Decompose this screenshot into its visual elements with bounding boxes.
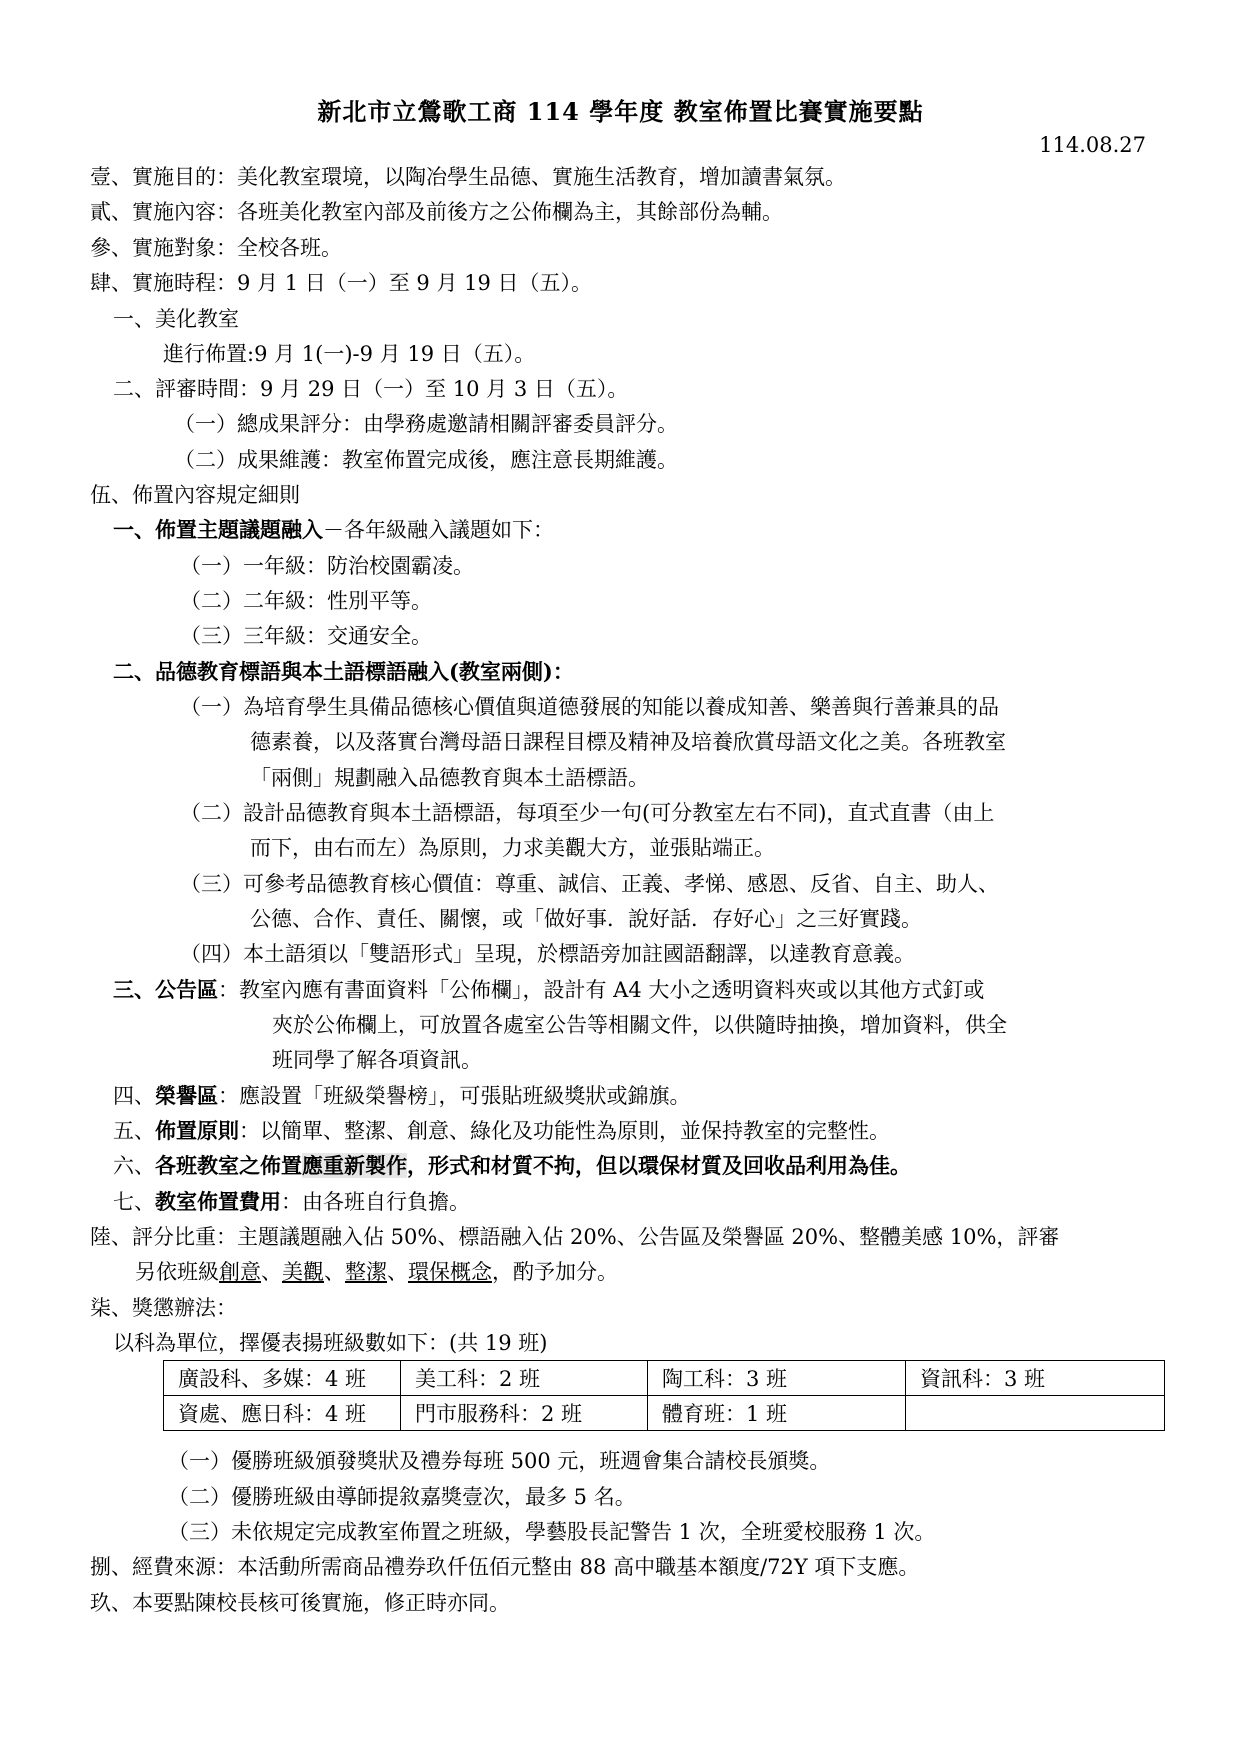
table-cell: 體育班：1 班 bbox=[648, 1396, 906, 1431]
table-cell: 陶工科：3 班 bbox=[648, 1361, 906, 1396]
section-5-item-3 bbox=[113, 977, 984, 1003]
section-5-item-1-label: 佈置主題議題融入 bbox=[155, 517, 323, 542]
section-5-item-1-number: 一、 bbox=[113, 517, 155, 542]
section-5-heading: 伍、佈置內容規定細則 bbox=[90, 483, 300, 507]
section-4-item-1-detail: 進行佈置:9 月 1(一)-9 月 19 日（五）。 bbox=[163, 342, 536, 366]
section-6-text-post: ，酌予加分。 bbox=[492, 1260, 618, 1284]
section-5-item-6 bbox=[113, 1153, 911, 1179]
section-5-item-1 bbox=[113, 517, 554, 543]
section-5-item-1-text: －各年級融入議題如下： bbox=[323, 518, 554, 542]
section-2-content: 貳、實施內容：各班美化教室內部及前後方之公佈欄為主，其餘部份為輔。 bbox=[90, 200, 783, 224]
table-cell bbox=[906, 1396, 1165, 1431]
table-cell: 美工科：2 班 bbox=[401, 1361, 648, 1396]
section-7-item-a: （一）優勝班級頒發獎狀及禮券每班 500 元，班週會集合請校長頒獎。 bbox=[168, 1449, 831, 1473]
section-5-item-7-text: ：由各班自行負擔。 bbox=[281, 1190, 470, 1214]
table-row bbox=[164, 1396, 1165, 1431]
section-4-item-2b: （二）成果維護：教室佈置完成後，應注意長期維護。 bbox=[174, 448, 678, 472]
section-4-item-2a: （一）總成果評分：由學務處邀請相關評審委員評分。 bbox=[174, 412, 678, 436]
section-5-item-2c-line-1: （三）可參考品德教育核心價值：尊重、誠信、正義、孝悌、感恩、反省、自主、助人、 bbox=[180, 872, 999, 896]
section-5-item-3-text: ：教室內應有書面資料「公佈欄」，設計有 A4 大小之透明資料夾或以其他方式釘或 bbox=[218, 978, 985, 1002]
section-5-item-5 bbox=[113, 1118, 890, 1144]
section-4-item-2: 二、評審時間：9 月 29 日（一）至 10 月 3 日（五）。 bbox=[113, 377, 629, 401]
table-cell: 廣設科、多媒：4 班 bbox=[164, 1361, 401, 1396]
section-5-item-4-text: ：應設置「班級榮譽榜」，可張貼班級獎狀或錦旗。 bbox=[218, 1084, 691, 1108]
section-6-separator: 、 bbox=[261, 1260, 282, 1284]
section-5-item-6-text-b: ，形式和材質不拘，但以環保材質及回收品利用為佳。 bbox=[407, 1153, 911, 1178]
table-cell: 門市服務科：2 班 bbox=[401, 1396, 648, 1431]
section-3-target: 參、實施對象：全校各班。 bbox=[90, 236, 342, 260]
section-5-item-7-label: 教室佈置費用 bbox=[155, 1189, 281, 1214]
section-4-item-1: 一、美化教室 bbox=[113, 307, 239, 331]
section-5-item-4-label: 榮譽區 bbox=[155, 1083, 218, 1108]
section-7-item-c: （三）未依規定完成教室佈置之班級，學藝股長記警告 1 次，全班愛校服務 1 次。 bbox=[168, 1520, 936, 1544]
section-6-keyword-creativity: 創意 bbox=[219, 1260, 261, 1284]
section-5-item-2a-line-2: 德素養，以及落實台灣母語日課程目標及精神及培養欣賞母語文化之美。各班教室 bbox=[250, 730, 1006, 754]
section-5-item-5-label: 佈置原則 bbox=[155, 1118, 239, 1143]
section-5-item-6-highlight: 應重新製作 bbox=[302, 1153, 407, 1178]
section-6-weights-line-1: 陸、評分比重：主題議題融入佔 50%、標語融入佔 20%、公告區及榮譽區 20%、整體美感 10%，評審 bbox=[90, 1225, 1060, 1249]
section-6-keyword-aesthetics: 美觀 bbox=[282, 1260, 324, 1284]
section-5-item-4-number: 四、 bbox=[113, 1084, 155, 1108]
section-6-separator: 、 bbox=[324, 1260, 345, 1284]
class-quota-table bbox=[163, 1360, 1165, 1431]
section-1-purpose: 壹、實施目的：美化教室環境，以陶冶學生品德、實施生活教育，增加讀書氣氛。 bbox=[90, 165, 846, 189]
section-8-funding: 捌、經費來源：本活動所需商品禮券玖仟伍佰元整由 88 高中職基本額度/72Y 項下支應。 bbox=[90, 1555, 920, 1579]
section-5-item-5-text: ：以簡單、整潔、創意、綠化及功能性為原則，並保持教室的完整性。 bbox=[239, 1119, 890, 1143]
section-5-item-2a-line-3: 「兩側」規劃融入品德教育與本土語標語。 bbox=[250, 766, 649, 790]
table-cell: 資處、應日科：4 班 bbox=[164, 1396, 401, 1431]
section-5-item-1c: （三）三年級：交通安全。 bbox=[180, 624, 432, 648]
section-5-item-2b-line-1: （二）設計品德教育與本土語標語，每項至少一句(可分教室左右不同)，直式直書（由上 bbox=[180, 801, 995, 825]
section-5-item-2c-line-2: 公德、合作、責任、關懷，或「做好事．說好話．存好心」之三好實踐。 bbox=[250, 907, 922, 931]
section-5-item-7 bbox=[113, 1189, 470, 1215]
table-row bbox=[164, 1361, 1165, 1396]
section-7-heading: 柒、獎懲辦法： bbox=[90, 1296, 237, 1320]
section-5-item-2a-line-1: （一）為培育學生具備品德核心價值與道德發展的知能以養成知善、樂善與行善兼具的品 bbox=[180, 695, 999, 719]
section-7-item-b: （二）優勝班級由導師提敘嘉獎壹次，最多 5 名。 bbox=[168, 1485, 636, 1509]
section-6-keyword-eco: 環保概念 bbox=[408, 1260, 492, 1284]
section-5-item-5-number: 五、 bbox=[113, 1119, 155, 1143]
document-date: 114.08.27 bbox=[1039, 133, 1146, 157]
section-6-text-pre: 另依班級 bbox=[135, 1260, 219, 1284]
section-6-keyword-tidiness: 整潔 bbox=[345, 1260, 387, 1284]
section-5-item-7-number: 七、 bbox=[113, 1190, 155, 1214]
section-5-item-3-line-3: 班同學了解各項資訊。 bbox=[272, 1048, 482, 1072]
section-6-weights-line-2 bbox=[135, 1259, 618, 1285]
section-5-item-1b: （二）二年級：性別平等。 bbox=[180, 589, 432, 613]
document-title: 新北市立鶯歌工商 114 學年度 教室佈置比賽實施要點 bbox=[317, 97, 924, 126]
section-5-item-3-line-2: 夾於公佈欄上，可放置各處室公告等相關文件，以供隨時抽換，增加資料，供全 bbox=[272, 1013, 1007, 1037]
section-5-item-4 bbox=[113, 1083, 691, 1109]
section-5-item-6-text-a: 各班教室之佈置 bbox=[155, 1153, 302, 1178]
section-5-item-6-number: 六、 bbox=[113, 1154, 155, 1178]
section-5-item-2: 二、品德教育標語與本土語標語融入(教室兩側)： bbox=[113, 659, 574, 684]
table-cell: 資訊科：3 班 bbox=[906, 1361, 1165, 1396]
section-5-item-1a: （一）一年級：防治校園霸凌。 bbox=[180, 554, 474, 578]
section-6-separator: 、 bbox=[387, 1260, 408, 1284]
section-5-item-3-label: 三、公告區 bbox=[113, 977, 218, 1002]
section-4-schedule: 肆、實施時程：9 月 1 日（一）至 9 月 19 日（五）。 bbox=[90, 271, 593, 295]
section-5-item-2d: （四）本土語須以「雙語形式」呈現，於標語旁加註國語翻譯，以達教育意義。 bbox=[180, 942, 915, 966]
section-7-intro: 以科為單位，擇優表揚班級數如下：(共 19 班) bbox=[113, 1331, 548, 1355]
section-5-item-2b-line-2: 而下，由右而左）為原則，力求美觀大方，並張貼端正。 bbox=[250, 836, 775, 860]
section-9-approval: 玖、本要點陳校長核可後實施，修正時亦同。 bbox=[90, 1591, 510, 1615]
